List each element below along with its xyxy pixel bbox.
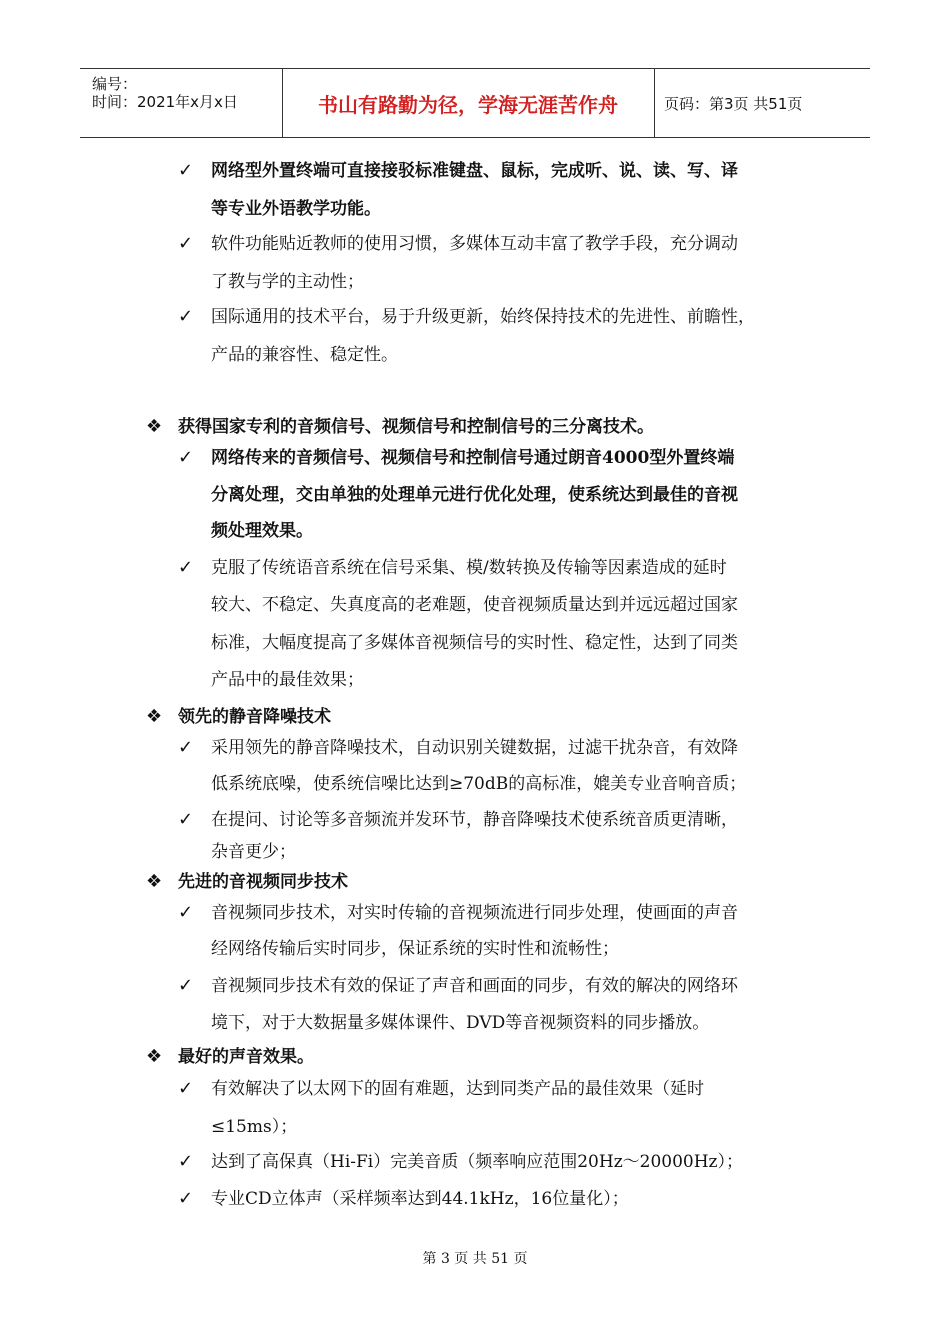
- check-icon: ✓: [178, 902, 194, 923]
- check-icon: ✓: [178, 1078, 194, 1099]
- bullet-text-cont: 境下，对于大数据量多媒体课件、DVD等音视频资料的同步播放。: [211, 1013, 710, 1033]
- bullet-text-cont: 产品中的最佳效果；: [211, 670, 364, 690]
- check-icon: ✓: [178, 306, 194, 327]
- bullet-text-cont: 标准，大幅度提高了多媒体音视频信号的实时性、稳定性，达到了同类: [211, 633, 738, 653]
- bullet-text-cont: 了教与学的主动性；: [211, 272, 364, 292]
- bullet-text-cont: 分离处理，交由单独的处理单元进行优化处理，使系统达到最佳的音视: [211, 485, 738, 505]
- diamond-bullet-icon: ❖: [146, 416, 163, 437]
- bullet-text: 网络型外置终端可直接接驳标准键盘、鼠标，完成听、说、读、写、译: [211, 161, 738, 181]
- check-icon: ✓: [178, 557, 194, 578]
- bullet-text-cont: 杂音更少；: [211, 842, 296, 862]
- check-icon: ✓: [178, 809, 194, 830]
- diamond-bullet-icon: ❖: [146, 1046, 163, 1067]
- diamond-bullet-icon: ❖: [146, 871, 163, 892]
- bullet-text-cont: 等专业外语教学功能。: [211, 199, 381, 219]
- check-icon: ✓: [178, 233, 194, 254]
- bullet-text: 克服了传统语音系统在信号采集、模/数转换及传输等因素造成的延时: [211, 558, 727, 578]
- bullet-text: 采用领先的静音降噪技术，自动识别关键数据，过滤干扰杂音，有效降: [211, 738, 738, 758]
- bullet-text-cont: 频处理效果。: [211, 521, 313, 541]
- header-meta-cell: [80, 69, 283, 137]
- header-page-info: 页码：第3页 共51页: [664, 95, 803, 113]
- bullet-text-cont: 产品的兼容性、稳定性。: [211, 345, 398, 365]
- bullet-text-cont: 低系统底噪，使系统信噪比达到≥70dB的高标准，媲美专业音响音质；: [211, 774, 747, 794]
- bullet-text: 软件功能贴近教师的使用习惯，多媒体互动丰富了教学手段，充分调动: [211, 234, 738, 254]
- check-icon: ✓: [178, 160, 194, 181]
- check-icon: ✓: [178, 1188, 194, 1209]
- bullet-text: 有效解决了以太网下的固有难题，达到同类产品的最佳效果（延时: [211, 1079, 704, 1099]
- diamond-bullet-icon: ❖: [146, 706, 163, 727]
- bullet-text: 专业CD立体声（采样频率达到44.1kHz，16位量化）；: [211, 1189, 629, 1209]
- bullet-text: 网络传来的音频信号、视频信号和控制信号通过朗音4000型外置终端: [211, 448, 735, 468]
- page-footer: 第 3 页 共 51 页: [422, 1251, 528, 1267]
- header-motto: 书山有路勤为径，学海无涯苦作舟: [282, 69, 655, 137]
- bullet-text: 在提问、讨论等多音频流并发环节，静音降噪技术使系统音质更清晰，: [211, 810, 738, 830]
- bullet-text-cont: 经网络传输后实时同步，保证系统的实时性和流畅性；: [211, 939, 619, 959]
- check-icon: ✓: [178, 1151, 194, 1172]
- check-icon: ✓: [178, 975, 194, 996]
- bullet-text-cont: ≤15ms）；: [211, 1117, 298, 1137]
- bullet-text: 达到了高保真（Hi-Fi）完美音质（频率响应范围20Hz～20000Hz）；: [211, 1152, 744, 1172]
- bullet-text: 音视频同步技术，对实时传输的音视频流进行同步处理，使画面的声音: [211, 903, 738, 923]
- bullet-text: 国际通用的技术平台，易于升级更新，始终保持技术的先进性、前瞻性，: [211, 307, 755, 327]
- date-label: 时间：2021年x月x日: [92, 93, 238, 111]
- section-heading: 领先的静音降噪技术: [178, 707, 331, 727]
- bullet-text: 音视频同步技术有效的保证了声音和画面的同步，有效的解决的网络环: [211, 976, 738, 996]
- page-header: [80, 68, 870, 138]
- serial-number-label: 编号：: [92, 75, 138, 93]
- check-icon: ✓: [178, 447, 194, 468]
- section-heading: 获得国家专利的音频信号、视频信号和控制信号的三分离技术。: [178, 417, 654, 437]
- section-heading: 先进的音视频同步技术: [178, 872, 348, 892]
- section-heading: 最好的声音效果。: [178, 1047, 314, 1067]
- check-icon: ✓: [178, 737, 194, 758]
- bullet-text-cont: 较大、不稳定、失真度高的老难题，使音视频质量达到并远远超过国家: [211, 595, 738, 615]
